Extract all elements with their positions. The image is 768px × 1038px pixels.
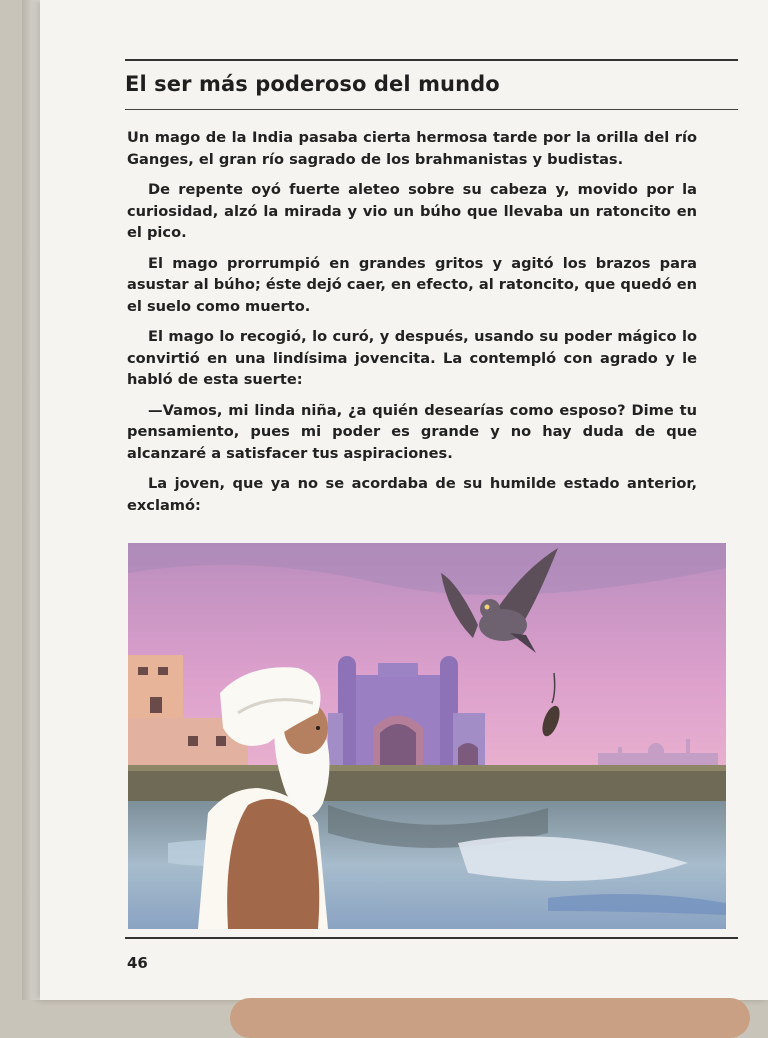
river-bank (128, 765, 726, 805)
holding-thumb (230, 998, 750, 1038)
page-number: 46 (127, 954, 148, 972)
footer-rule (125, 937, 738, 939)
header-rule (125, 59, 738, 61)
story-illustration (128, 543, 726, 929)
story-text (127, 127, 697, 525)
paragraph: La joven, que ya no se acordaba de su humilde estado anterior, exclamó: (127, 475, 697, 514)
paragraph: Un mago de la India pasaba cierta hermosa tarde por la orilla del río Ganges, el gran río sagrado de los brahmanistas y budistas. (127, 129, 697, 168)
paragraph: —Vamos, mi linda niña, ¿a quién desearías como esposo? Dime tu pensamiento, pues mi poder es grande y no hay duda de que alcanzaré a satisfacer tus aspiraciones. (127, 401, 697, 462)
paragraph: De repente oyó fuerte aleteo sobre su cabeza y, movido por la curiosidad, alzó la mirada y vio un búho que llevaba un ratoncito en el pico. (127, 181, 697, 241)
title-rule (125, 109, 738, 110)
paragraph: El mago lo recogió, lo curó, y después, usando su poder mágico lo convirtió en una lindísima jovencita. La contempló con agrado y le habló de esta suerte: (127, 328, 697, 388)
page-title: El ser más poderoso del mundo (125, 72, 500, 96)
paragraph: El mago prorrumpió en grandes gritos y agitó los brazos para asustar al búho; éste dejó caer, en efecto, al ratoncito, que quedó en el suelo como muerto. (127, 254, 697, 315)
